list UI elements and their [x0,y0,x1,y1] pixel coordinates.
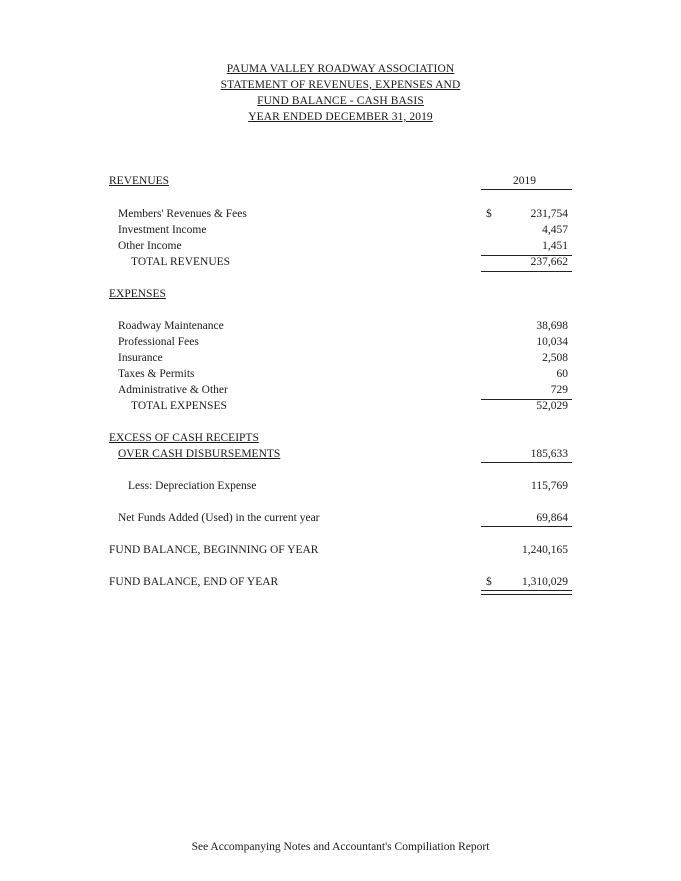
expense-item-amount: 10,034 [536,336,568,348]
expense-item-label: Professional Fees [118,336,199,348]
net-funds-amount: 69,864 [536,512,568,524]
org-name: PAUMA VALLEY ROADWAY ASSOCIATION [226,63,455,75]
expense-item-amount: 60 [556,368,568,380]
fund-balance-begin-label: FUND BALANCE, BEGINNING OF YEAR [109,544,319,556]
double-underline [481,590,572,595]
total-expenses-label: TOTAL EXPENSES [131,400,227,412]
fund-balance-begin-amount: 1,240,165 [522,544,568,556]
expense-item-amount: 38,698 [536,320,568,332]
excess-rule [481,462,572,463]
total-rule [481,271,572,272]
statement-name: STATEMENT OF REVENUES, EXPENSES AND [220,79,461,91]
depreciation-amount: 115,769 [531,480,568,492]
total-expenses-amount: 52,029 [536,400,568,412]
total-revenues-amount: 237,662 [530,256,568,268]
net-funds-rule [481,526,572,527]
statement-basis: FUND BALANCE - CASH BASIS [257,95,424,107]
excess-amount: 185,633 [530,448,568,460]
revenue-item-amount: 1,451 [542,240,568,252]
expense-item-amount: 2,508 [542,352,568,364]
revenue-item-label: Members' Revenues & Fees [118,208,247,220]
revenue-item-label: Other Income [118,240,182,252]
total-revenues-label: TOTAL REVENUES [131,256,231,268]
currency-symbol: $ [486,208,492,220]
expense-item-label: Administrative & Other [118,384,228,396]
statement-title [0,61,681,125]
revenues-heading: REVENUES [109,175,170,187]
expense-item-label: Insurance [118,352,163,364]
net-funds-label: Net Funds Added (Used) in the current year [118,512,320,524]
fund-balance-end-label: FUND BALANCE, END OF YEAR [109,576,279,588]
revenue-item-amount: 231,754 [530,208,568,220]
fund-balance-end-amount: 1,310,029 [522,576,568,588]
expense-item-label: Roadway Maintenance [118,320,224,332]
year-header-rule [481,189,572,190]
expense-item-amount: 729 [550,384,568,396]
currency-symbol: $ [486,576,492,588]
year-column-header: 2019 [513,175,536,187]
expense-item-label: Taxes & Permits [118,368,195,380]
revenue-item-label: Investment Income [118,224,207,236]
excess-label-line2: OVER CASH DISBURSEMENTS [118,448,281,460]
revenue-item-amount: 4,457 [542,224,568,236]
depreciation-label: Less: Depreciation Expense [128,480,257,492]
footer-note: See Accompanying Notes and Accountant's Compiliation Report [191,841,490,853]
expenses-heading: EXPENSES [109,288,166,300]
excess-label-line1: EXCESS OF CASH RECEIPTS [109,432,259,444]
statement-period: YEAR ENDED DECEMBER 31, 2019 [248,111,433,123]
